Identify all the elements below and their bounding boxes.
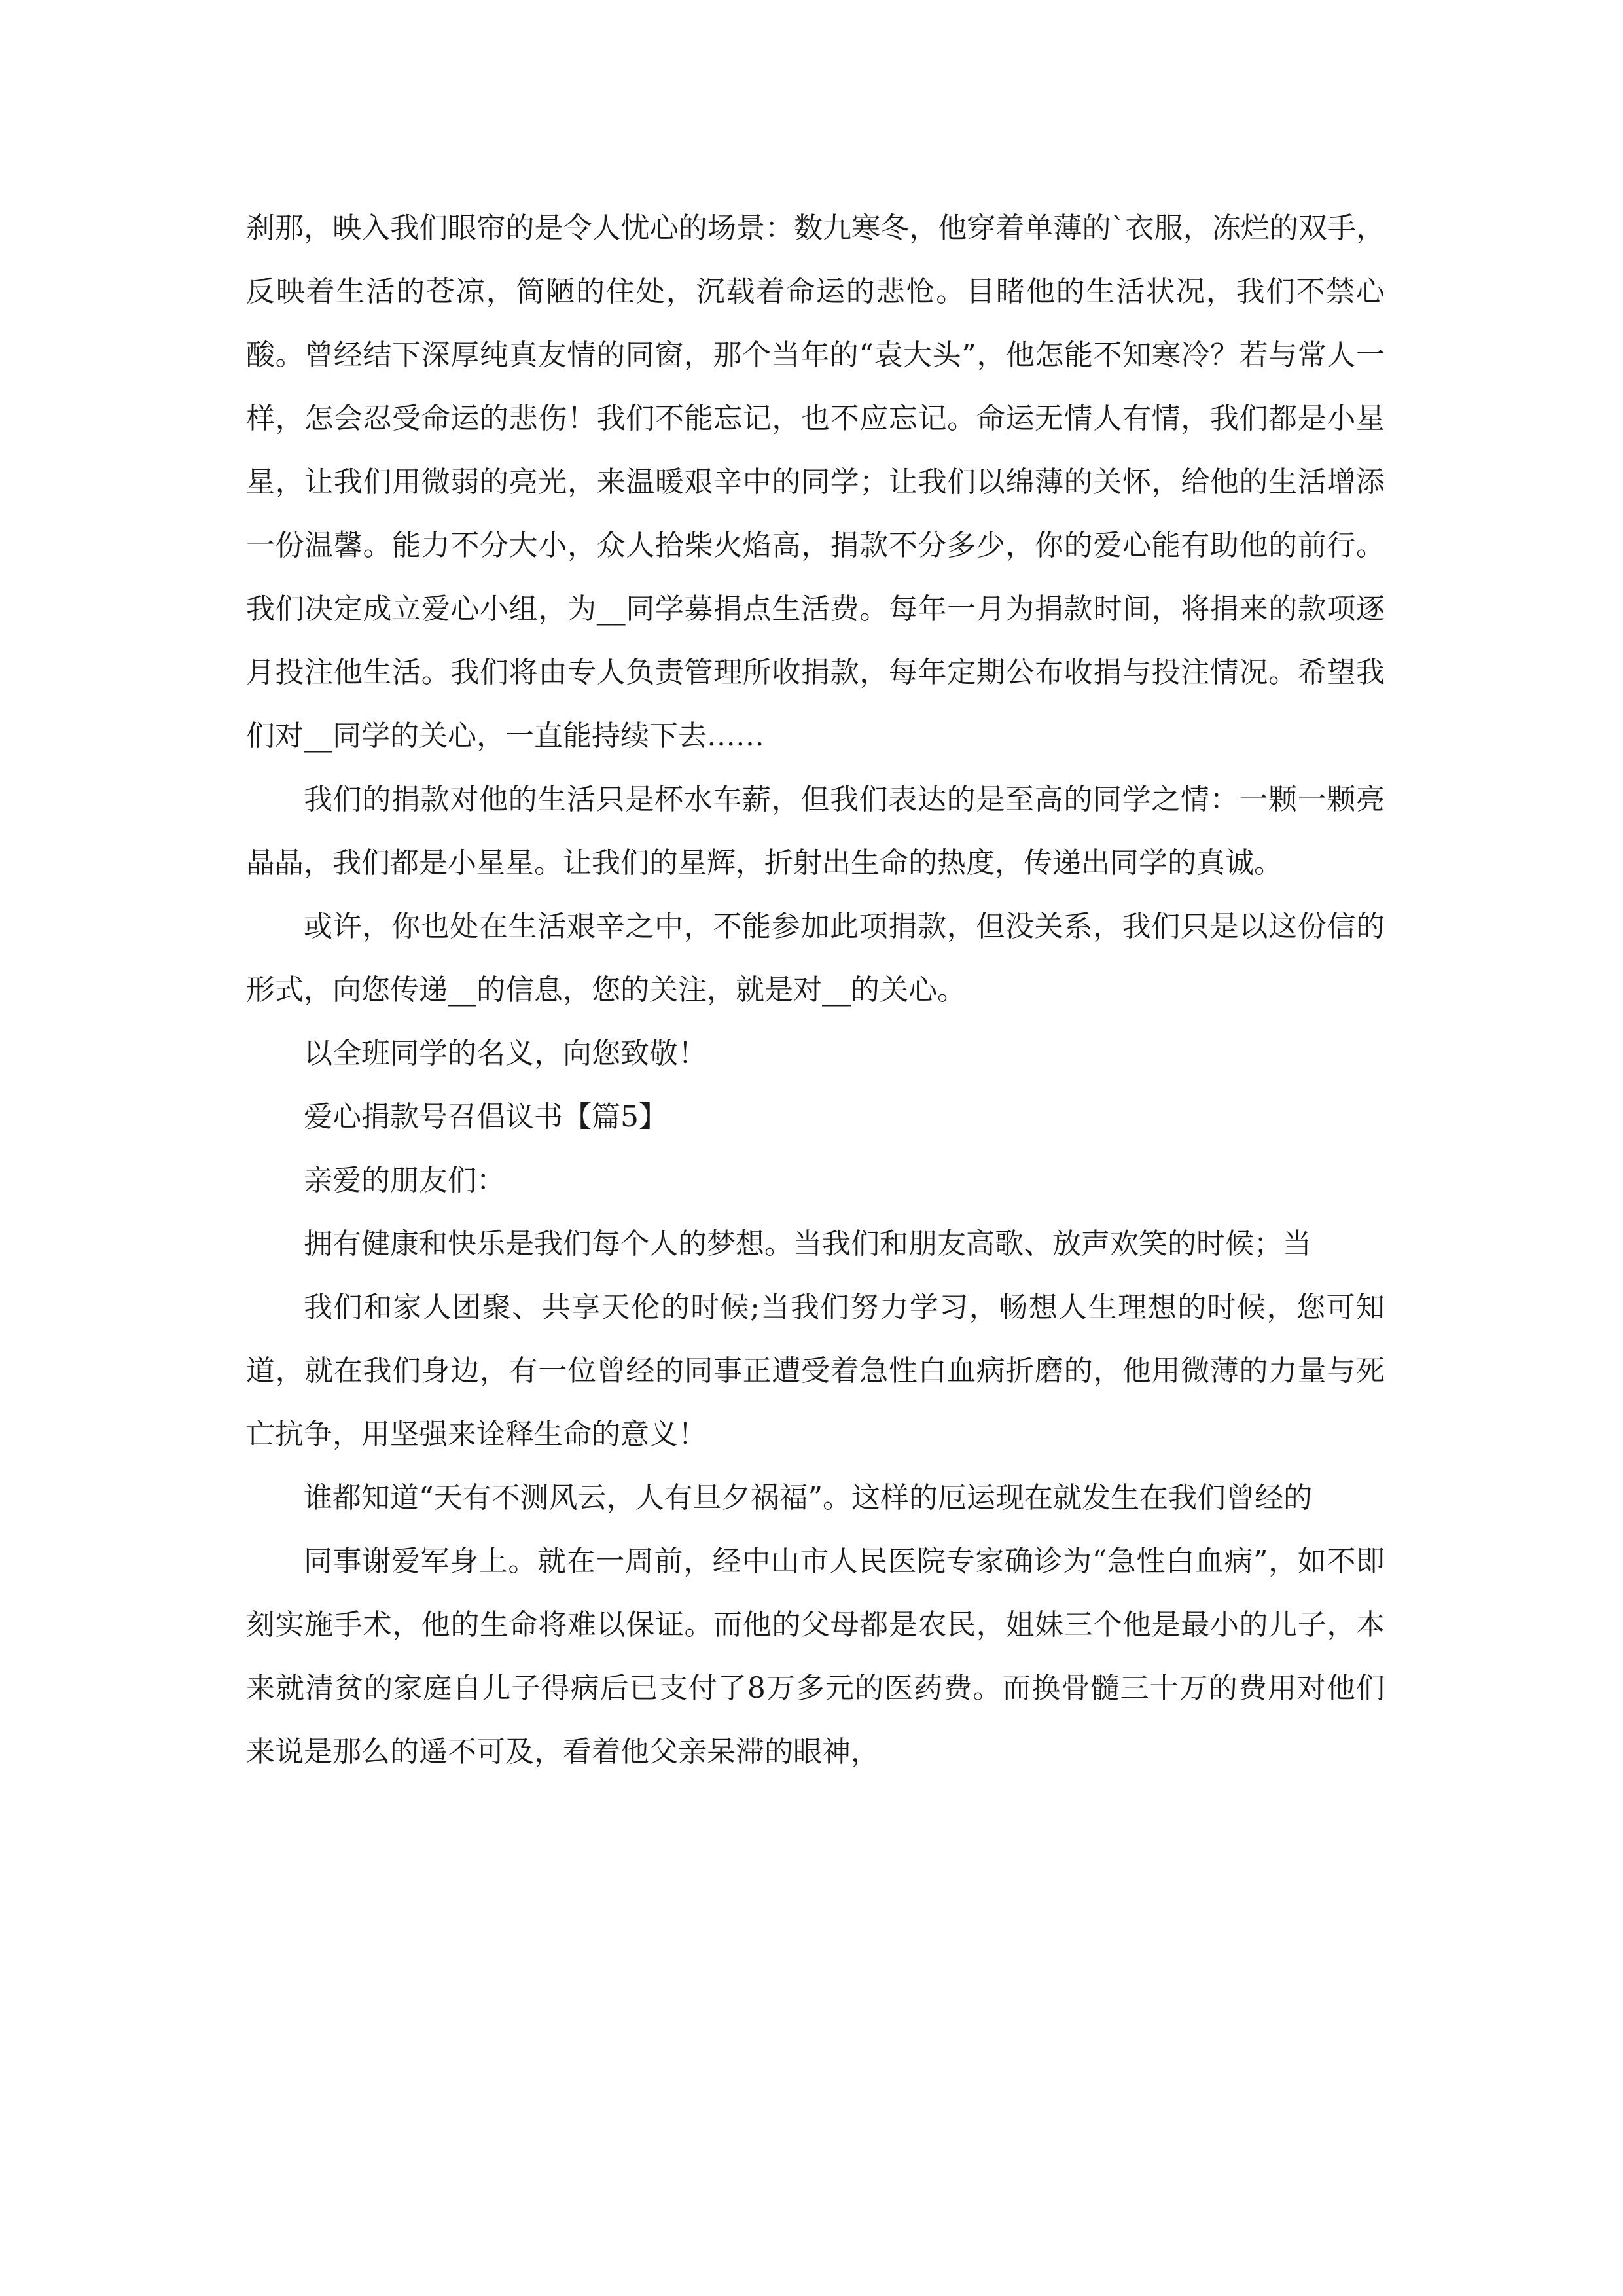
paragraph-1: 刹那，映入我们眼帘的是令人忧心的场景：数九寒冬，他穿着单薄的`衣服，冻烂的双手，反映着生活的苍凉，简陋的住处，沉载着命运的悲怆。目睹他的生活状况，我们不禁心酸。曾经结下深厚纯真友情的同窗，那个当年的“袁大头”，他怎能不知寒冷？若与常人一样，怎会忍受命运的悲伤！我们不能忘记，也不应忘记。命运无情人有情，我们都是小星星，让我们用微弱的亮光，来温暖艰辛中的同学；让我们以绵薄的关怀，给他的生活增添一份温馨。能力不分大小，众人拾柴火焰高，捐款不分多少，你的爱心能有助他的前行。我们决定成立爱心小组，为__同学募捐点生活费。每年一月为捐款时间，将捐来的款项逐月投注他生活。我们将由专人负责管理所收捐款，每年定期公布收捐与投注情况。希望我们对__同学的关心，一直能持续下去…… (246, 211, 1385, 753)
paragraph-8: 我们和家人团聚、共享天伦的时候;当我们努力学习，畅想人生理想的时候，您可知道，就在我们身边，有一位曾经的同事正遭受着急性白血病折磨的，他用微薄的力量与死亡抗争，用坚强来诠释生命的意义！ (246, 1291, 1385, 1451)
section-heading: 爱心捐款号召倡议书【篇5】 (304, 1100, 668, 1134)
document-body (246, 196, 1385, 1784)
paragraph-10: 同事谢爱军身上。就在一周前，经中山市人民医院专家确诊为“急性白血病”，如不即刻实施手术，他的生命将难以保证。而他的父母都是农民，姐妹三个他是最小的儿子，本来就清贫的家庭自儿子得病后已支付了8万多元的医药费。而换骨髓三十万的费用对他们来说是那么的遥不可及，看着他父亲呆滞的眼神， (246, 1545, 1385, 1768)
paragraph-3: 或许，你也处在生活艰辛之中，不能参加此项捐款，但没关系，我们只是以这份信的形式，向您传递__的信息，您的关注，就是对__的关心。 (246, 910, 1385, 1007)
paragraph-9: 谁都知道“天有不测风云，人有旦夕祸福”。这样的厄运现在就发生在我们曾经的 (304, 1481, 1312, 1515)
paragraph-7: 拥有健康和快乐是我们每个人的梦想。当我们和朋友高歌、放声欢笑的时候；当 (304, 1227, 1311, 1261)
paragraph-2: 我们的捐款对他的生活只是杯水车薪，但我们表达的是至高的同学之情：一颗一颗亮晶晶，我们都是小星星。让我们的星辉，折射出生命的热度，传递出同学的真诚。 (246, 783, 1385, 880)
salutation-line: 以全班同学的名义，向您致敬！ (304, 1037, 707, 1070)
greeting-line: 亲爱的朋友们： (304, 1164, 505, 1197)
